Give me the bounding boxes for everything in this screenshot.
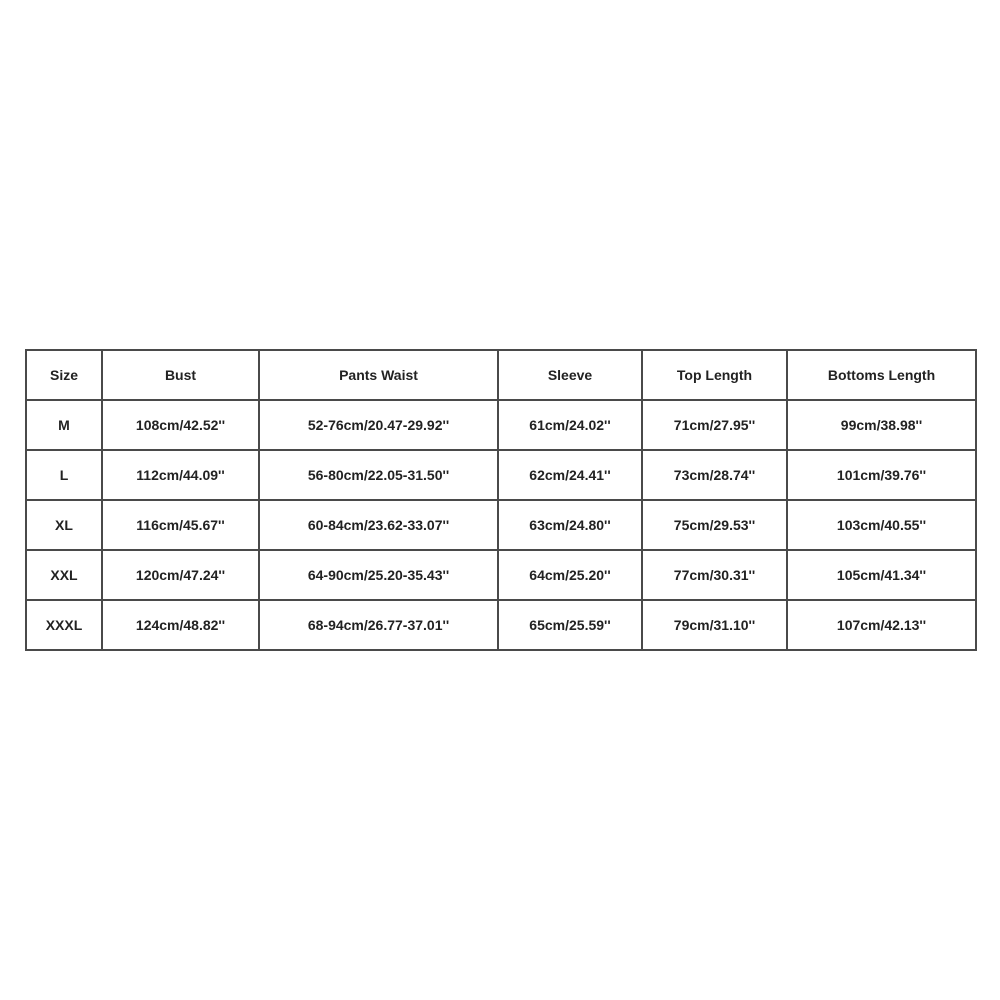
header-bottoms-length: Bottoms Length xyxy=(787,350,976,400)
table-row xyxy=(26,450,976,500)
cell-bottoms-length: 103cm/40.55'' xyxy=(787,500,976,550)
cell-size: XXXL xyxy=(26,600,102,650)
header-pants-waist: Pants Waist xyxy=(259,350,498,400)
cell-pants-waist: 60-84cm/23.62-33.07'' xyxy=(259,500,498,550)
cell-pants-waist: 64-90cm/25.20-35.43'' xyxy=(259,550,498,600)
cell-sleeve: 62cm/24.41'' xyxy=(498,450,642,500)
cell-top-length: 77cm/30.31'' xyxy=(642,550,787,600)
cell-bust: 120cm/47.24'' xyxy=(102,550,259,600)
cell-bottoms-length: 99cm/38.98'' xyxy=(787,400,976,450)
cell-pants-waist: 68-94cm/26.77-37.01'' xyxy=(259,600,498,650)
cell-top-length: 73cm/28.74'' xyxy=(642,450,787,500)
cell-bottoms-length: 105cm/41.34'' xyxy=(787,550,976,600)
header-bust: Bust xyxy=(102,350,259,400)
header-top-length: Top Length xyxy=(642,350,787,400)
cell-bust: 116cm/45.67'' xyxy=(102,500,259,550)
header-sleeve: Sleeve xyxy=(498,350,642,400)
header-row xyxy=(26,350,976,400)
table-header xyxy=(26,350,976,400)
cell-bottoms-length: 101cm/39.76'' xyxy=(787,450,976,500)
table-row xyxy=(26,400,976,450)
cell-sleeve: 65cm/25.59'' xyxy=(498,600,642,650)
cell-size: M xyxy=(26,400,102,450)
cell-size: XL xyxy=(26,500,102,550)
cell-bust: 108cm/42.52'' xyxy=(102,400,259,450)
table-row xyxy=(26,500,976,550)
header-size: Size xyxy=(26,350,102,400)
cell-sleeve: 61cm/24.02'' xyxy=(498,400,642,450)
cell-top-length: 79cm/31.10'' xyxy=(642,600,787,650)
cell-sleeve: 63cm/24.80'' xyxy=(498,500,642,550)
cell-pants-waist: 56-80cm/22.05-31.50'' xyxy=(259,450,498,500)
cell-top-length: 75cm/29.53'' xyxy=(642,500,787,550)
cell-top-length: 71cm/27.95'' xyxy=(642,400,787,450)
cell-sleeve: 64cm/25.20'' xyxy=(498,550,642,600)
cell-pants-waist: 52-76cm/20.47-29.92'' xyxy=(259,400,498,450)
cell-bottoms-length: 107cm/42.13'' xyxy=(787,600,976,650)
table-row xyxy=(26,550,976,600)
table-row xyxy=(26,600,976,650)
cell-bust: 112cm/44.09'' xyxy=(102,450,259,500)
table-body xyxy=(26,400,976,650)
cell-size: L xyxy=(26,450,102,500)
size-chart-table xyxy=(25,349,977,651)
cell-size: XXL xyxy=(26,550,102,600)
cell-bust: 124cm/48.82'' xyxy=(102,600,259,650)
